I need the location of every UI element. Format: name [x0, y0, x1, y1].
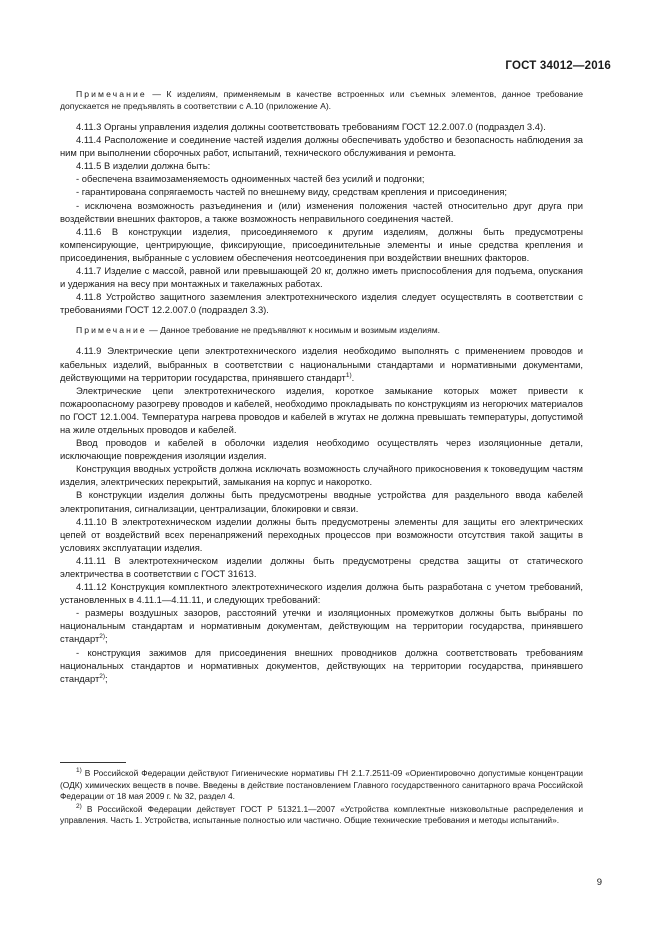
note-1 [60, 88, 583, 112]
clause-4-11-5: 4.11.5 В изделии должна быть: [76, 160, 211, 172]
clause-end: . [351, 371, 355, 383]
clause-4-11-10: 4.11.10 В электротехническом изделии должны быть предусмотрены элементы для защиты его электрических цепей от воздействий всех перенапряжений переходных процессов при возможности отсутствия такой защиты в условиях эксплуатации изделия. [60, 515, 583, 553]
list-item [60, 606, 583, 645]
note-2 [60, 324, 583, 336]
paragraph-circuits: Электрические цепи электротехнического изделия, короткое замыкание которых может привести к пожароопасному разогреву проводов и кабелей, необходимо прокладывать по конструкциям из негорючих материалов по ГОСТ 12.1.004. Температура нагрева проводов и кабелей в жгутах не должна превышать температуры, допустимой на жиле отдельных проводов и кабелей. [60, 384, 583, 435]
note-text: — К изделиям, применяемым в качестве встроенных или съемных элементов, данное требование допускается не предъявлять в соответствии с А.10 (приложение А). [60, 89, 583, 111]
clause-4-11-11: 4.11.11 В электротехническом изделии должны быть предусмотрены средства защиты от статического электричества в соответствии с ГОСТ 31613. [60, 554, 583, 579]
note-label: Примечание [76, 325, 147, 336]
item-end: ; [105, 672, 108, 684]
clause-text: 4.11.9 Электрические цепи электротехнического изделия необходимо выполнять с применением проводов и кабельных изделий, выбранных в соответствии с национальными стандартами и нормативными документами, действующими на территории государства, принявшего стандарт [60, 345, 583, 383]
footnote-mark: 1) [76, 767, 82, 774]
footnote-ref: 1) [345, 371, 352, 379]
item-text: - размеры воздушных зазоров, расстояний утечки и изоляционных промежутков должны быть выбраны по национальным стандартам и нормативным документам, действующим на территории государства, принявшего стандарт [60, 607, 583, 645]
list-item: - исключена возможность разъединения и (или) изменения положения частей относительно друг друга при воздействии внешних факторов, а также возможность неправильного соединения частей. [60, 199, 583, 224]
note-text: — Данное требование не предъявляют к носимым и возимым изделиям. [146, 325, 441, 336]
item-text: - конструкция зажимов для присоединения внешних проводников должна соответствовать требованиям национальных стандартов и нормативных документов, действующих на территории государства, принявшего стандарт [60, 646, 583, 684]
paragraph-design: Конструкция вводных устройств должна исключать возможность случайного прикосновения к токоведущим частям изделия, электрических перекрытий, замыкания на корпус и накоротко. [60, 463, 583, 488]
footnote-divider [60, 762, 126, 763]
note-label: Примечание [76, 89, 147, 99]
clause-4-11-4: 4.11.4 Расположение и соединение частей изделия должны обеспечивать удобство и безопасность наблюдения за ним при выполнении сборочных работ, испытаний, технического обслуживания и ремонта. [60, 134, 583, 159]
clause-4-11-7: 4.11.7 Изделие с массой, равной или превышающей 20 кг, должно иметь приспособления для подъема, опускания и удержания на весу при монтажных и такелажных работах. [60, 265, 583, 290]
document-code-header: ГОСТ 34012—2016 [505, 60, 611, 72]
footnote-text: В Российской Федерации действует ГОСТ Р 51321.1—2007 «Устройства комплектные низковольтные распределения и управления. Часть 1. Устройства, испытанные полностью или частично. Общие технические требования и методы испытаний». [60, 803, 583, 826]
footnote-ref: 2) [99, 633, 106, 641]
clause-4-11-12: 4.11.12 Конструкция комплектного электротехнического изделия должна быть разработана с учетом требований, установленных в 4.11.1—4.11.11, и следующих требований: [60, 581, 583, 606]
list-item [60, 646, 583, 685]
page-number: 9 [596, 877, 602, 888]
clause-4-11-6: 4.11.6 В конструкции изделия, присоединяемого к другим изделиям, должны быть предусмотрены компенсирующие, центрирующие, фиксирующие, присоединительные элементы и иные средства крепления и присоединения, выбранные с условием обеспечения неотсоединения при воздействии внешних факторов. [60, 225, 583, 263]
footnote [60, 768, 583, 803]
list-item: - гарантирована сопрягаемость частей по внешнему виду, средствам крепления и присоединения; [76, 186, 507, 198]
paragraph-separate: В конструкции изделия должны быть предусмотрены вводные устройства для раздельного ввода кабелей электропитания, сигнализации, централизации, блокировки и связи. [60, 489, 583, 514]
item-end: ; [105, 633, 108, 645]
list-item: - обеспечена взаимозаменяемость одноименных частей без усилий и подгонки; [76, 173, 425, 185]
clause-4-11-3: 4.11.3 Органы управления изделия должны соответствовать требованиям ГОСТ 12.2.007.0 (подраздел 3.4). [76, 121, 546, 132]
footnotes [60, 768, 583, 828]
footnote-mark: 2) [76, 802, 82, 810]
paragraph-input: Ввод проводов и кабелей в оболочки изделия необходимо осуществлять через изоляционные детали, исключающие повреждения изоляции изделия. [60, 437, 583, 462]
clause-4-11-8: 4.11.8 Устройство защитного заземления электротехнического изделия следует осуществлять в соответствии с требованиями ГОСТ 12.2.007.0 (подраздел 3.3). [60, 291, 583, 316]
footnote-text: В Российской Федерации действуют Гигиенические нормативы ГН 2.1.7.2511-09 «Ориентировочно допустимые концентрации (ОДК) химических веществ в почве. Введены в действие постановлением Главного государственного санитарного врача Российской Федерации от 18 мая 2009 г. № 32, раздел 4. [60, 768, 583, 802]
page-content [60, 88, 583, 685]
footnote [60, 804, 583, 827]
footnote-ref: 2) [99, 672, 106, 680]
clause-4-11-9 [60, 344, 583, 383]
